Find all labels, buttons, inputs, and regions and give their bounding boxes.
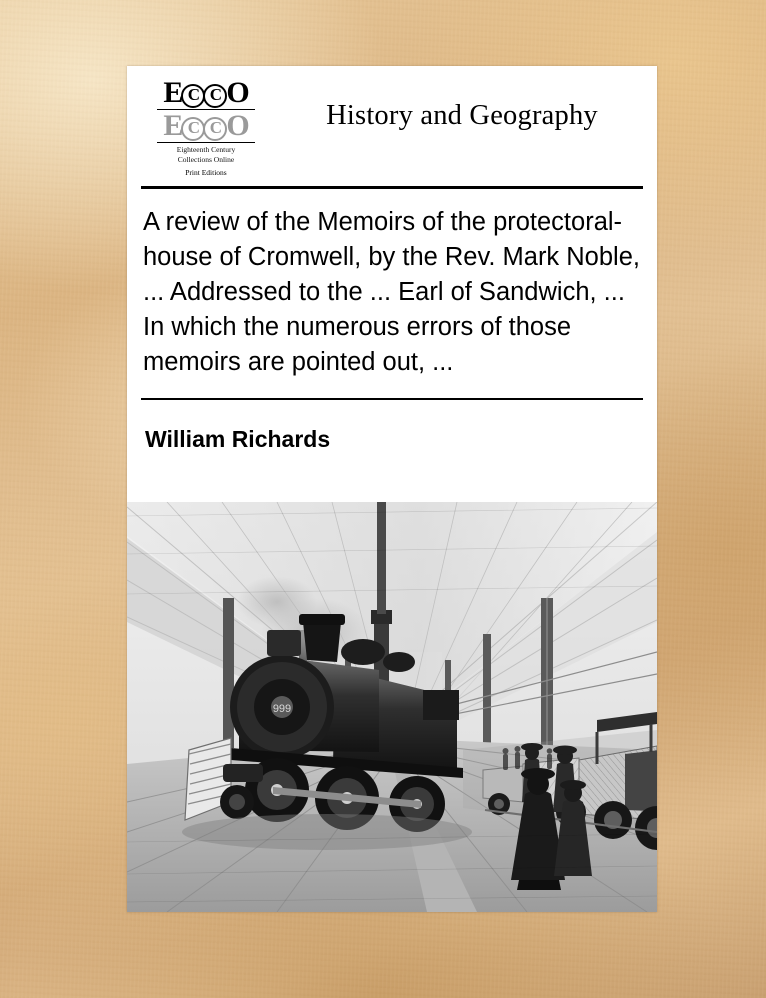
ecco-subtitle	[151, 145, 261, 164]
ecco-letter-c1: C	[181, 84, 205, 108]
cover-header	[127, 66, 657, 186]
ecco-subtitle-line1: Eighteenth Century	[176, 145, 236, 154]
steam-locomotive-engraving	[127, 502, 657, 912]
ecco-divider-bottom	[157, 142, 255, 143]
ecco-print-editions: Print Editions	[185, 168, 227, 177]
subject-heading: History and Geography	[326, 100, 598, 131]
svg-text:999: 999	[272, 703, 292, 715]
ecco-letter-c4: C	[203, 117, 227, 141]
ecco-letter-c3: C	[181, 117, 205, 141]
cover-illustration	[127, 502, 657, 912]
ecco-logo	[151, 76, 261, 178]
cover-card	[127, 66, 657, 912]
ecco-wordmark: E C C O	[163, 76, 249, 109]
book-author: William Richards	[145, 425, 331, 452]
ecco-letter-c2: C	[203, 84, 227, 108]
book-title: A review of the Memoirs of the protectoral-house of Cromwell, by the Rev. Mark Noble, ... Addressed to the ... Earl of Sandwich, ... In which the numerous errors of those memoirs are pointed out, ...	[143, 208, 640, 376]
ecco-subtitle-line2: Collections Online	[177, 154, 235, 164]
ecco-wordmark-shadow: E C C O	[163, 109, 249, 142]
